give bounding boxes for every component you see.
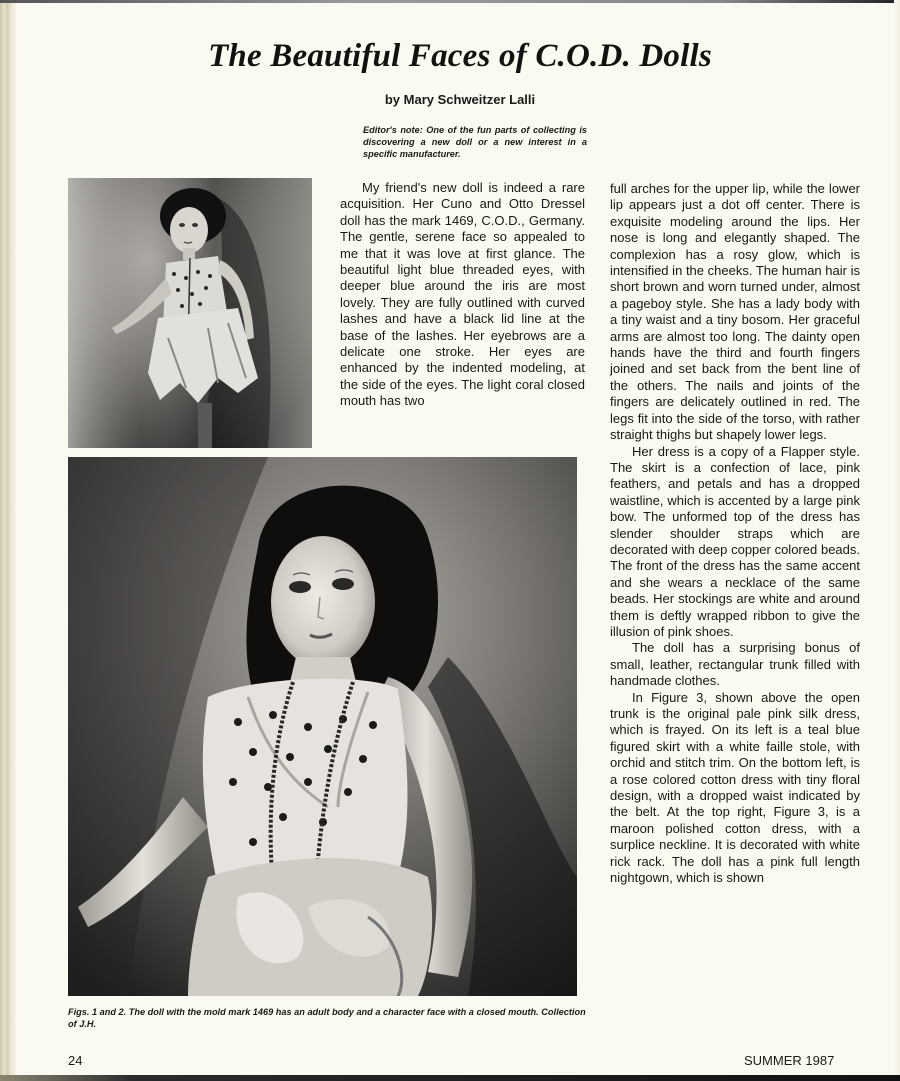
paragraph: My friend's new doll is indeed a rare acquisition. Her Cuno and Otto Dressel doll has the mark 1469, C.O.D., Germany. The gentle, serene face so appealed to me that it was love at first glance. The beautiful light blue threaded eyes, with deeper blue around the iris are most lovely. They are fully outlined with curved lashes and have a black lid line at the base of the lashes. Her eyebrows are a delicate one stroke. Her eyes are enhanced by the indented modeling, at the side of the eyes. The light coral closed mouth has two [340,180,585,409]
page-number: 24 [68,1053,83,1068]
doll-close-up-image [68,457,577,996]
top-edge [0,0,900,3]
figure-1-photo [68,178,312,448]
body-column-2 [610,181,860,886]
doll-full-length-image [68,178,312,448]
paragraph: In Figure 3, shown above the open trunk is the original pale pink silk dress, which is frayed. On its left is a teal blue figured skirt with a white faille stole, with orchid and stitch trim. On the bottom left, is a rose colored cotton dress with tiny floral design, with a dropped waist indicated by the belt. At the top right, Figure 3, is a maroon polished cotton dress, with a surplice neckline. It is decorated with white rick rack. The doll has a pink full length nightgown, which is shown [610,689,860,886]
paragraph: Her dress is a copy of a Flapper style. The skirt is a confection of lace, pink feathers, and petals and has a dropped waistline, which is accented by a large pink bow. The unformed top of the dress has slender shoulder straps which are decorated with deep copper colored beads. The front of the dress has the same accent and she wears a necklace of the same beads. Her stockings are white and around them is deftly wrapped ribbon to give the illusion of pink shoes. [610,443,860,639]
bottom-edge [0,1075,900,1081]
figure-caption: Figs. 1 and 2. The doll with the mold mark 1469 has an adult body and a character face with a closed mouth. Collection of J.H. [68,1007,586,1029]
right-page-edge [894,0,900,1081]
body-column-1 [340,180,585,410]
article-byline: by Mary Schweitzer Lalli [384,92,536,107]
paragraph: full arches for the upper lip, while the lower lip appears just a dot off center. There is exquisite modeling around the lips. Her nose is long and elegantly shaped. The complexion has a rosy glow, which is intensified in the cheeks. The human hair is short brown and worn turned under, almost a pageboy style. She has a lady body with a tiny waist and a tiny bosom. Her graceful arms are almost too long. The dainty open hands have the third and fourth fingers joined and set back from the bent line of the others. The nails and joints of the fingers are delicately outlined in red. The legs fit into the side of the torso, with rather straight thighs but shapely lower legs. [610,181,860,443]
article-title: The Beautiful Faces of C.O.D. Dolls [208,38,712,74]
editor-note: Editor's note: One of the fun parts of collecting is discovering a new doll or a new interest in a specific manufacturer. [363,125,587,159]
paragraph: The doll has a surprising bonus of small, leather, rectangular trunk filled with handmade clothes. [610,640,860,689]
figure-2-photo [68,457,577,996]
issue-label: SUMMER 1987 [744,1053,835,1068]
page-binding-edge [0,0,16,1081]
